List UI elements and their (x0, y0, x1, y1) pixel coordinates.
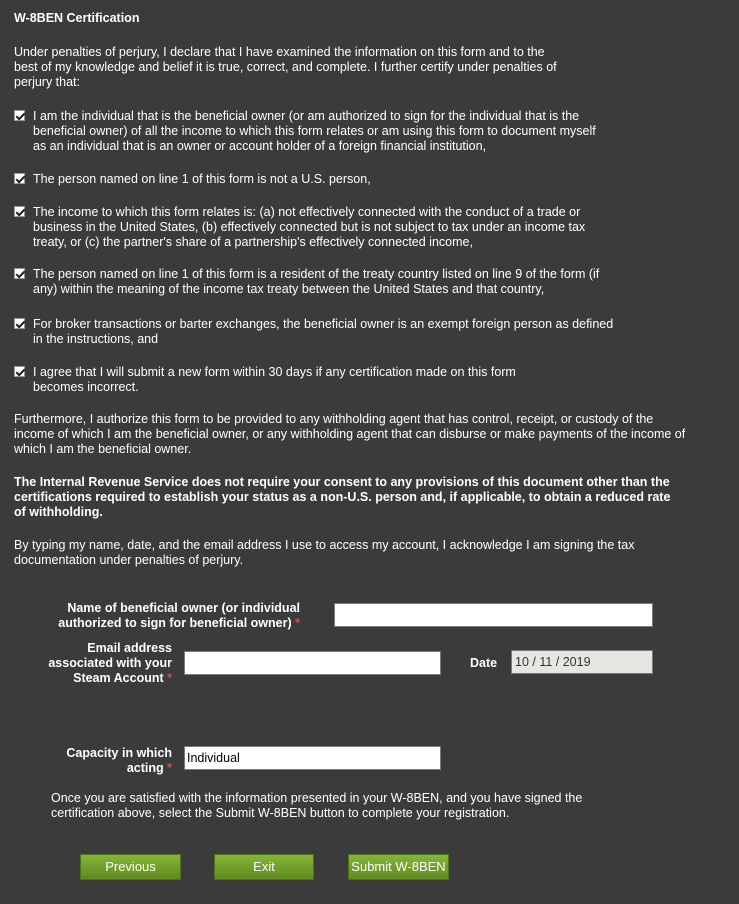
page-title: W-8BEN Certification (14, 11, 140, 25)
acknowledgement-line: documentation under penalties of perjury. (14, 553, 244, 567)
certification-text (33, 317, 613, 347)
intro-line: perjury that: (14, 75, 81, 89)
certification-checkbox[interactable] (14, 173, 25, 184)
certification-checkbox[interactable] (14, 110, 25, 121)
certification-text (33, 109, 596, 154)
date-label: Date (470, 656, 498, 670)
previous-button[interactable]: Previous (80, 854, 181, 880)
email-label (20, 641, 172, 686)
intro-line: Under penalties of perjury, I declare that I have examined the information on this form and to the (14, 45, 545, 59)
certification-line: I agree that I will submit a new form within 30 days if any certification made on this form (33, 365, 516, 379)
submit-w8ben-button[interactable]: Submit W-8BEN (348, 854, 449, 880)
email-input[interactable] (184, 651, 441, 675)
beneficial-owner-name-input[interactable] (334, 603, 653, 627)
required-marker: * (167, 671, 172, 685)
certification-checkbox[interactable] (14, 206, 25, 217)
certification-line: I am the individual that is the beneficial owner (or am authorized to sign for the individual that is the (33, 109, 580, 123)
authorization-line: which I am the beneficial owner. (14, 442, 192, 456)
certification-text (33, 205, 585, 250)
certification-checkbox[interactable] (14, 318, 25, 329)
irs-notice-line: of withholding. (14, 505, 103, 519)
certification-text (33, 365, 516, 395)
capacity-label (20, 746, 172, 776)
label-line: authorized to sign for beneficial owner) (58, 616, 292, 630)
certification-text (33, 267, 599, 297)
beneficial-owner-name-label (30, 601, 300, 631)
certification-line: becomes incorrect. (33, 380, 139, 394)
instruction-line: certification above, select the Submit W-8BEN button to complete your registration. (51, 806, 510, 820)
certification-text (33, 172, 371, 187)
certification-checkbox[interactable] (14, 268, 25, 279)
certification-line: beneficial owner) of all the income to which this form relates or am using this form to document myself (33, 124, 596, 138)
authorization-line: income of which I am the beneficial owner, or any withholding agent that can disburse or make payments of the income of (14, 427, 686, 441)
certification-line: The person named on line 1 of this form is a resident of the treaty country listed on line 9 of the form (if (33, 267, 600, 281)
intro-line: best of my knowledge and belief it is true, correct, and complete. I further certify under penalties of (14, 60, 557, 74)
instruction-line: Once you are satisfied with the information presented in your W-8BEN, and you have signed the (51, 791, 583, 805)
irs-notice-line: certifications required to establish your status as a non-U.S. person and, if applicable, to obtain a reduced rate (14, 490, 671, 504)
exit-button[interactable]: Exit (214, 854, 314, 880)
required-marker: * (167, 761, 172, 775)
date-field (511, 650, 653, 674)
certification-line: For broker transactions or barter exchanges, the beneficial owner is an exempt foreign person as defined (33, 317, 614, 331)
signature-acknowledgement (14, 538, 634, 568)
certification-checkbox[interactable] (14, 366, 25, 377)
certification-line: any) within the meaning of the income tax treaty between the United States and that country, (33, 282, 545, 296)
label-line: associated with your (48, 656, 172, 670)
acknowledgement-line: By typing my name, date, and the email address I use to access my account, I acknowledge I am signing the tax (14, 538, 635, 552)
irs-notice-line: The Internal Revenue Service does not require your consent to any provisions of this document other than the (14, 475, 670, 489)
label-line: Name of beneficial owner (or individual (67, 601, 300, 615)
required-marker: * (295, 616, 300, 630)
certification-line: The income to which this form relates is: (a) not effectively connected with the conduct of a trade or (33, 205, 581, 219)
certification-line: business in the United States, (b) effectively connected but is not subject to tax under an income tax (33, 220, 586, 234)
submit-instructions (51, 791, 582, 821)
certification-line: treaty, or (c) the partner's share of a partnership's effectively connected income, (33, 235, 473, 249)
label-line: Capacity in which (66, 746, 172, 760)
irs-notice (14, 475, 670, 520)
label-line: Email address (87, 641, 172, 655)
intro-text (14, 45, 557, 90)
label-line: Steam Account (73, 671, 164, 685)
certification-line: as an individual that is an owner or account holder of a foreign financial institution, (33, 139, 487, 153)
certification-line: in the instructions, and (33, 332, 159, 346)
label-line: acting (126, 761, 164, 775)
authorization-line: Furthermore, I authorize this form to be provided to any withholding agent that has control, receipt, or custody of the (14, 412, 654, 426)
certification-line: The person named on line 1 of this form is not a U.S. person, (33, 172, 371, 186)
authorization-text (14, 412, 685, 457)
capacity-input[interactable] (184, 746, 441, 770)
